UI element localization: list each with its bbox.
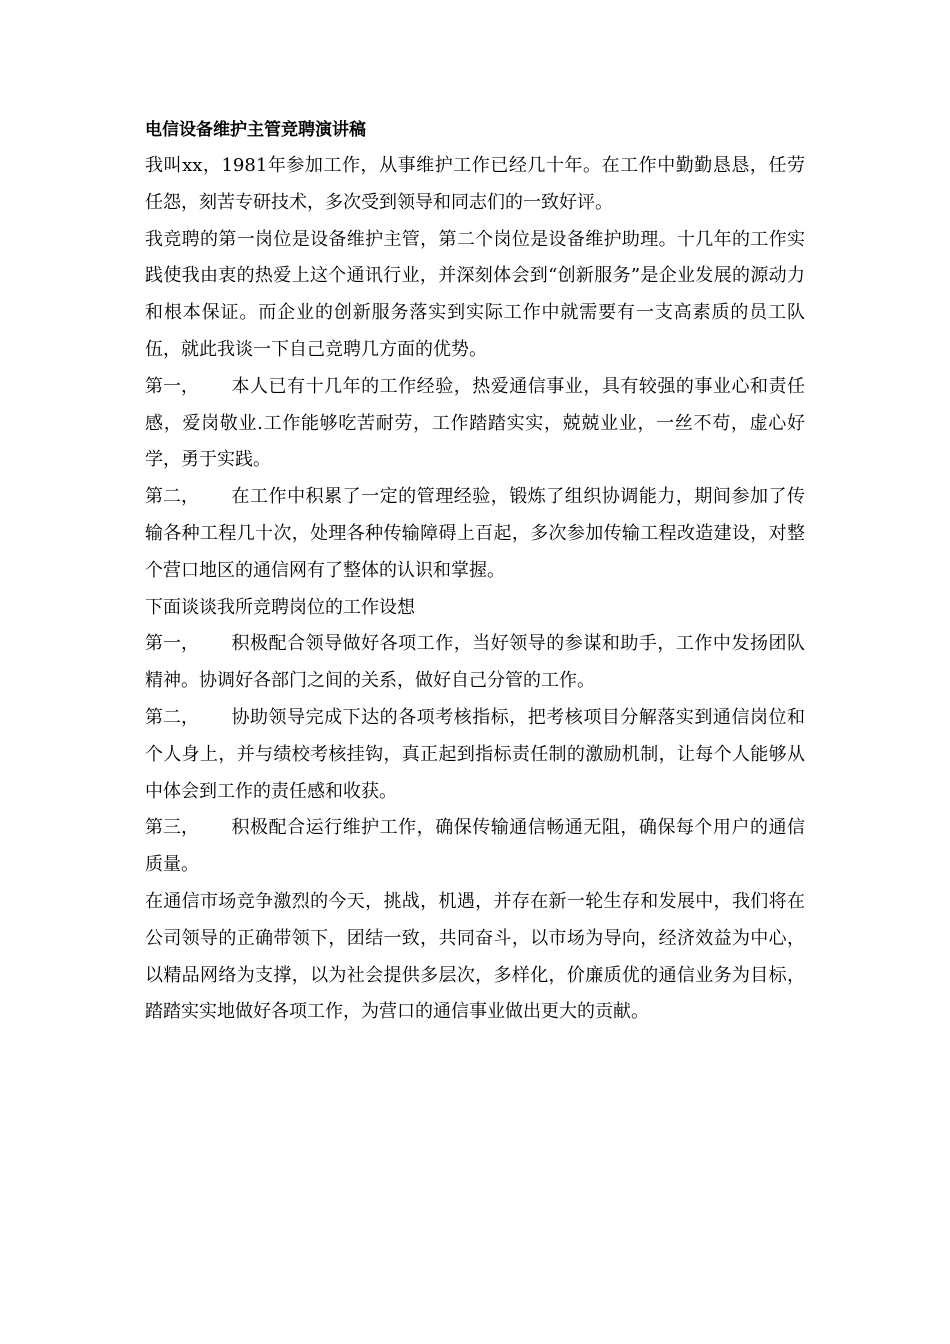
- advantage-item-2: [145, 479, 805, 589]
- plan-item-number: 第三，: [145, 817, 199, 839]
- advantage-item-text: 本人已有十几年的工作经验，热爱通信事业，具有较强的事业心和责任感，爱岗敬业.工作能够吃苦耐劳，工作踏踏实实，兢兢业业，一丝不苟，虚心好学，勇于实践。: [145, 375, 805, 471]
- plan-item-3: [145, 810, 805, 884]
- plan-item-text: 协助领导完成下达的各项考核指标，把考核项目分解落实到通信岗位和个人身上，并与绩校考核挂钩，真正起到指标责任制的激励机制，让每个人能够从中体会到工作的责任感和收获。: [145, 706, 805, 802]
- document-title: 电信设备维护主管竞聘演讲稿: [145, 120, 366, 140]
- intro-paragraph: 我叫xx，1981年参加工作，从事维护工作已经几十年。在工作中勤勤恳恳，任劳任怨，刻苦专研技术，多次受到领导和同志们的一致好评。: [145, 155, 805, 213]
- plan-item-text: 积极配合运行维护工作，确保传输通信畅通无阻，确保每个用户的通信质量。: [145, 817, 805, 876]
- position-paragraph: 我竞聘的第一岗位是设备维护主管，第二个岗位是设备维护助理。十几年的工作实践使我由衷的热爱上这个通讯行业，并深刻体会到“创新服务”是企业发展的源动力和根本保证。而企业的创新服务落实到实际工作中就需要有一支高素质的员工队伍，就此我谈一下自己竞聘几方面的优势。: [145, 228, 805, 360]
- advantage-item-text: 在工作中积累了一定的管理经验，锻炼了组织协调能力，期间参加了传输各种工程几十次，处理各种传输障碍上百起，多次参加传输工程改造建设，对整个营口地区的通信网有了整体的认识和掌握。: [145, 486, 805, 581]
- document-body: [145, 112, 805, 1031]
- advantage-item-number: 第一，: [145, 375, 199, 397]
- advantage-item-number: 第二，: [145, 486, 199, 508]
- plan-item-2: [145, 700, 805, 810]
- plan-item-1: [145, 626, 805, 700]
- plan-item-number: 第一，: [145, 633, 199, 655]
- closing-paragraph: 在通信市场竞争激烈的今天，挑战，机遇，并存在新一轮生存和发展中，我们将在公司领导的正确带领下，团结一致，共同奋斗，以市场为导向，经济效益为中心，以精品网络为支撑，以为社会提供多层次，多样化，价廉质优的通信业务为目标，踏踏实实地做好各项工作，为营口的通信事业做出更大的贡献。: [145, 890, 805, 1023]
- plan-item-text: 积极配合领导做好各项工作，当好领导的参谋和助手，工作中发扬团队精神。协调好各部门之间的关系，做好自己分管的工作。: [145, 633, 805, 692]
- plan-item-number: 第二，: [145, 706, 199, 728]
- advantage-item-1: [145, 369, 805, 479]
- plans-heading: 下面谈谈我所竞聘岗位的工作设想: [145, 596, 415, 618]
